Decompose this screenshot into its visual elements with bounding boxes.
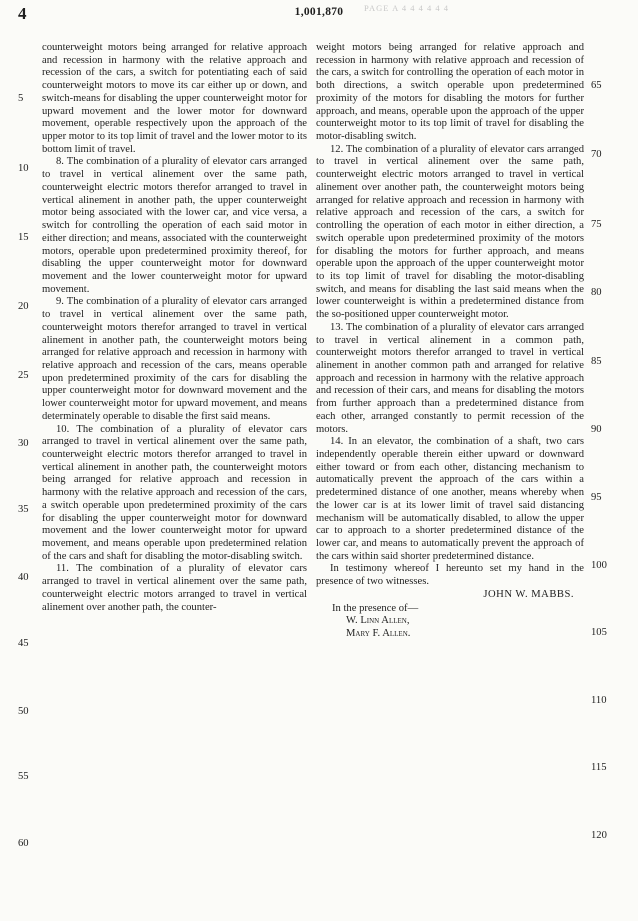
claim-11: 11. The combination of a plurality of elevator cars arranged to travel in vertical alinement over the same path, counterweight electric motors arranged to travel in vertical alinement over another path, the counter- <box>42 563 307 613</box>
claim-12: 12. The combination of a plurality of elevator cars arranged to travel in vertical alinement over the same path, counterweight electric motors arranged to travel in vertical alinement over another path, the counterweight motors being arranged for relative approach and recession in harmony with relative approach and recession of the cars, a switch for controlling the operation of each motor in either direction, a switch operable upon predetermined proximity of the motors for disabling the motors for further approach, and means operable upon the approach of the upper counterweight motor to its top limit of travel for disabling the motor-disabling switch, and means for disabling the last said means when the lower counterweight is within a predetermined distance from the so-positioned upper counterweight motor. <box>316 143 584 321</box>
line-marker: 20 <box>18 301 29 312</box>
claim-9: 9. The combination of a plurality of elevator cars arranged to travel in vertical alinement over the same path, counterweight motors therefor arranged to travel in vertical alinement in another path, the counterweight motors being arranged for relative approach and recession in harmony with relative approach and recession of the cars, means operable upon predetermined proximity of the cars for disabling the upper counterweight motor for downward movement and the lower counterweight motor for upward movement, and means determinately operable to disable the first said means. <box>42 296 307 422</box>
line-marker: 15 <box>18 232 29 243</box>
page-number: 4 <box>18 4 27 23</box>
testimony-clause: In testimony whereof I hereunto set my hand in the presence of two witnesses. <box>316 563 584 588</box>
line-marker: 70 <box>591 149 602 160</box>
line-marker: 120 <box>591 830 607 841</box>
line-marker: 105 <box>591 627 607 638</box>
line-marker: 90 <box>591 424 602 435</box>
line-marker: 60 <box>18 838 29 849</box>
line-marker: 75 <box>591 219 602 230</box>
signature-block <box>316 589 584 641</box>
line-marker: 5 <box>18 93 24 104</box>
right-column <box>316 42 584 641</box>
line-marker: 100 <box>591 560 607 571</box>
line-marker: 50 <box>18 706 29 717</box>
line-marker: 45 <box>18 638 29 649</box>
claim-11-continuation: weight motors being arranged for relative approach and recession in harmony with relative approach and recession of the cars, a switch for controlling the operation of each motor in both directions, a switch operable upon predetermined proximity of the motors for disabling the motors for further approach, and means, operable upon the approach of the upper counterweight motor to its top limit of travel for disabling the motor-disabling switch. <box>316 42 584 143</box>
line-marker: 65 <box>591 80 602 91</box>
line-marker: 40 <box>18 572 29 583</box>
line-marker: 55 <box>18 771 29 782</box>
witness-name: W. Linn Allen, <box>346 615 410 627</box>
line-marker: 85 <box>591 356 602 367</box>
claim-14: 14. In an elevator, the combination of a shaft, two cars independently operable therein either upward or downward either toward or from each other, distancing mechanism to automatically prevent the approach of the cars within a predetermined distance of one another, means whereby when the lower car is at its lower limit of travel said distancing mechanism will be automatically disabled, to allow the upper car to approach to a shorter predetermined distance of the lower car, and means to automatically prevent the approach of the cars within said shorter predetermined distance. <box>316 436 584 562</box>
witness-intro: In the presence of— <box>332 602 419 614</box>
line-marker: 115 <box>591 762 607 773</box>
inventor-signature: JOHN W. MABBS. <box>483 588 574 600</box>
line-marker: 30 <box>18 438 29 449</box>
claim-7-continuation: counterweight motors being arranged for relative approach and recession in harmony with the relative approach and recession of the cars, a switch for potentiating each of said counterweight motors to move its car either up or down, and switch-means for disabling the upper counterweight motor for upward movement and the lower motor for downward movement, operable respectively upon the approach of the upper motor to its top limit of travel and the lower motor to its bottom limit of travel. <box>42 42 307 155</box>
line-marker: 110 <box>591 695 607 706</box>
witness-name: Mary F. Allen. <box>346 628 411 640</box>
claim-8: 8. The combination of a plurality of elevator cars arranged to travel in vertical alinement over the same path, counterweight electric motors therefor arranged to travel in vertical alinement in another path, the upper counterweight motor being associated with the lower car, and vice versa, a switch for controlling the operation of each said motor in either direction; and means, associated with the counterweight motors, operable upon predetermined proximity thereof, for disabling the upper counterweight motor for downward movement and the lower counterweight motor for upward movement. <box>42 156 307 295</box>
line-marker: 80 <box>591 287 602 298</box>
left-column <box>42 42 307 614</box>
line-marker: 25 <box>18 370 29 381</box>
line-marker: 35 <box>18 504 29 515</box>
faint-stamp: PAGE A 4 4 4 4 4 4 <box>364 3 449 13</box>
line-marker: 95 <box>591 492 602 503</box>
patent-number: 1,001,870 <box>294 6 344 18</box>
line-marker: 10 <box>18 163 29 174</box>
claim-13: 13. The combination of a plurality of elevator cars arranged to travel in vertical alinement in a common path, counterweight motors therefor arranged to travel in vertical alinement in another common path and arranged for relative approach and recession in harmony with the relative approach and recession of their cars, and means for disabling the motors from further approach than a predetermined distance from each other, arranged constantly to permit recession of the motors. <box>316 321 584 435</box>
claim-10: 10. The combination of a plurality of elevator cars arranged to travel in vertical alinement over the same path, counterweight electric motors therefor arranged to travel in vertical alinement in another path, the counterweight motors being arranged for relative approach and recession in harmony with the relative approach and recession of the cars, a switch operable upon predetermined proximity of the cars for disabling the upper counterweight motor for downward movement and the lower counterweight motor for upward movement, and means operable upon predetermined relation of the cars and shaft for disabling the motor-disabling switch. <box>42 423 307 562</box>
